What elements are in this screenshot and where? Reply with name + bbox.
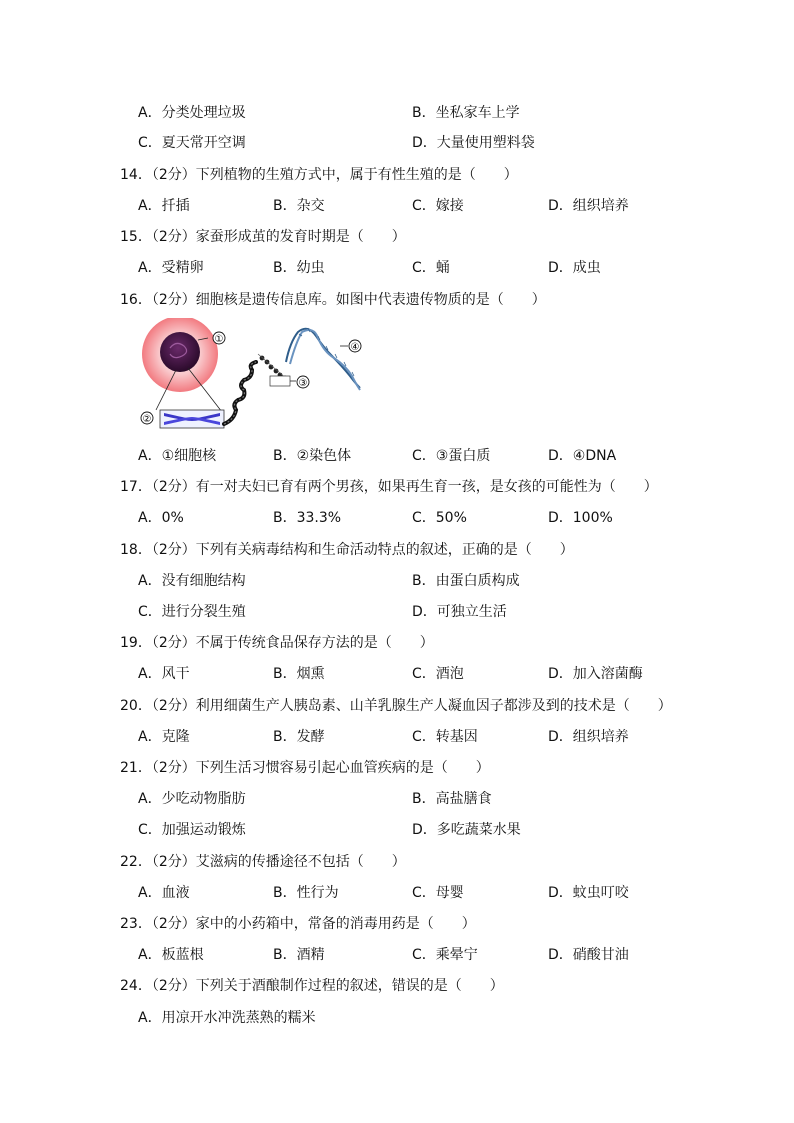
options-line (0, 727, 794, 747)
options-line (0, 133, 794, 153)
options-line (0, 103, 794, 123)
answer-option: B．杂交 (273, 198, 325, 214)
label-2: ② (142, 414, 152, 425)
answer-option: A．少吃动物脂肪 (138, 791, 246, 807)
options-line (0, 508, 794, 528)
answer-option: C．母婴 (412, 885, 464, 901)
question-line (0, 914, 794, 934)
label-4: ④ (350, 342, 360, 353)
answer-option: A．①细胞核 (138, 448, 217, 464)
question-text: 14．（2分）下列植物的生殖方式中，属于有性生殖的是（ ） (120, 167, 518, 183)
answer-option: D．④DNA (548, 448, 617, 464)
answer-option: A．血液 (138, 885, 190, 901)
question-line (0, 696, 794, 716)
question-text: 23．（2分）家中的小药箱中，常备的消毒用药是（ ） (120, 916, 476, 932)
options-line (0, 820, 794, 840)
options-line (0, 258, 794, 278)
question-text: 22．（2分）艾滋病的传播途径不包括（ ） (120, 854, 406, 870)
answer-option: C．加强运动锻炼 (138, 822, 246, 838)
question-text: 19．（2分）不属于传统食品保存方法的是（ ） (120, 635, 434, 651)
answer-option: B．由蛋白质构成 (412, 573, 520, 589)
answer-option: D．大量使用塑料袋 (412, 135, 535, 151)
question-text: 20．（2分）利用细菌生产人胰岛素、山羊乳腺生产人凝血因子都涉及到的技术是（ ） (120, 698, 672, 714)
answer-option: B．高盐膳食 (412, 791, 492, 807)
answer-option: C．蛹 (412, 260, 450, 276)
label-3: ③ (298, 378, 308, 389)
question-text: 15．（2分）家蚕形成茧的发育时期是（ ） (120, 229, 406, 245)
answer-option: C．嫁接 (412, 198, 464, 214)
genetic-material-diagram (136, 318, 436, 438)
answer-option: B．幼虫 (273, 260, 325, 276)
question-text: 24．（2分）下列关于酒酿制作过程的叙述，错误的是（ ） (120, 978, 504, 994)
answer-option: D．可独立生活 (412, 604, 507, 620)
question-line (0, 540, 794, 560)
answer-option: C．乘晕宁 (412, 947, 478, 963)
answer-option: A．板蓝根 (138, 947, 204, 963)
options-line (0, 602, 794, 622)
answer-option: A．受精卵 (138, 260, 204, 276)
options-line (0, 945, 794, 965)
question-line (0, 477, 794, 497)
answer-option: D．加入溶菌酶 (548, 666, 643, 682)
answer-option: B．酒精 (273, 947, 325, 963)
answer-option: C．进行分裂生殖 (138, 604, 246, 620)
answer-option: C．③蛋白质 (412, 448, 491, 464)
answer-option: B．坐私家车上学 (412, 105, 520, 121)
answer-option: C．转基因 (412, 729, 478, 745)
answer-option: D．成虫 (548, 260, 601, 276)
options-line (0, 571, 794, 591)
answer-option: C．50% (412, 510, 467, 526)
options-line (0, 196, 794, 216)
question-text: 21．（2分）下列生活习惯容易引起心血管疾病的是（ ） (120, 760, 490, 776)
answer-option: D．多吃蔬菜水果 (412, 822, 521, 838)
answer-option: D．100% (548, 510, 613, 526)
answer-option: A．0% (138, 510, 184, 526)
question-line (0, 165, 794, 185)
nucleus (160, 332, 200, 372)
question-text: 16．（2分）细胞核是遗传信息库。如图中代表遗传物质的是（ ） (120, 292, 546, 308)
answer-option: A．用凉开水冲洗蒸熟的糯米 (138, 1010, 316, 1026)
question-line (0, 227, 794, 247)
options-line (0, 446, 794, 466)
question-line (0, 758, 794, 778)
question-text: 17．（2分）有一对夫妇已育有两个男孩，如果再生育一孩，是女孩的可能性为（ ） (120, 479, 658, 495)
answer-option: D．组织培养 (548, 198, 629, 214)
cell-chromosome-dna-figure (136, 318, 436, 438)
answer-option: B．33.3% (273, 510, 342, 526)
question-line (0, 633, 794, 653)
answer-option: A．克隆 (138, 729, 190, 745)
question-text: 18．（2分）下列有关病毒结构和生命活动特点的叙述，正确的是（ ） (120, 542, 574, 558)
options-line (0, 789, 794, 809)
answer-option: D．组织培养 (548, 729, 629, 745)
answer-option: B．②染色体 (273, 448, 352, 464)
label-1: ① (214, 334, 224, 345)
answer-option: B．烟熏 (273, 666, 325, 682)
answer-option: A．风干 (138, 666, 190, 682)
question-line (0, 852, 794, 872)
protein-box (270, 376, 290, 386)
options-line (0, 664, 794, 684)
answer-option: C．夏天常开空调 (138, 135, 246, 151)
answer-option: A．没有细胞结构 (138, 573, 246, 589)
question-line (0, 976, 794, 996)
answer-option: B．发酵 (273, 729, 325, 745)
answer-option: A．分类处理垃圾 (138, 105, 246, 121)
options-line (0, 1008, 794, 1028)
answer-option: C．酒泡 (412, 666, 464, 682)
answer-option: D．硝酸甘油 (548, 947, 629, 963)
question-line (0, 290, 794, 310)
answer-option: D．蚊虫叮咬 (548, 885, 629, 901)
options-line (0, 883, 794, 903)
answer-option: A．扦插 (138, 198, 190, 214)
answer-option: B．性行为 (273, 885, 339, 901)
